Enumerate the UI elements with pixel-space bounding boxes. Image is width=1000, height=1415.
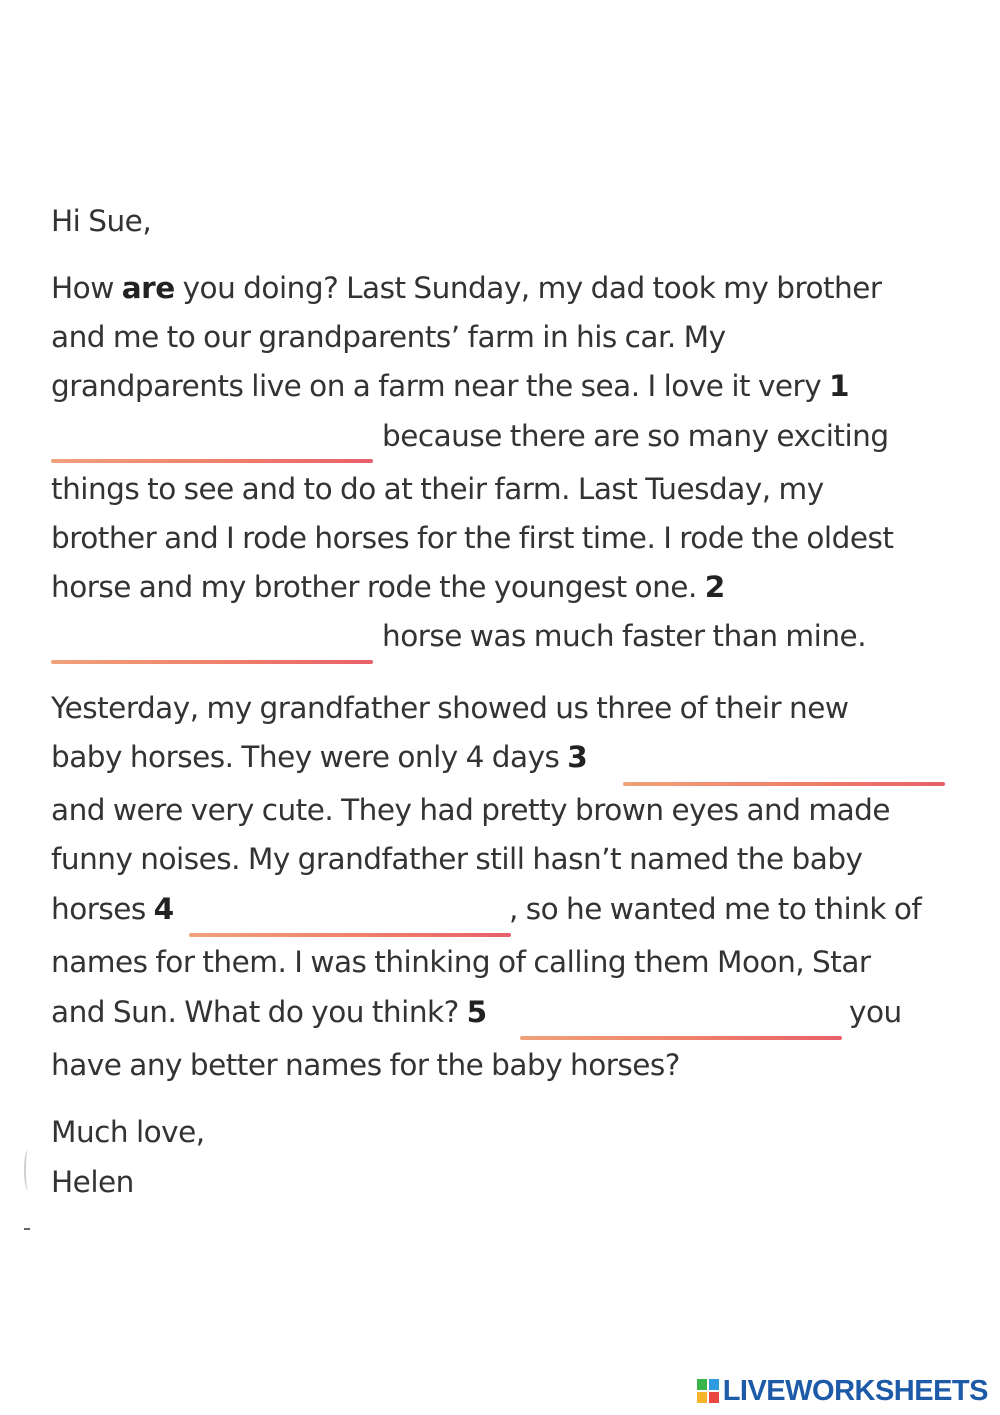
answer-blank-4[interactable] [189,933,511,937]
paragraph-2-line-2: baby horses. They were only 4 days 3 [51,740,588,774]
paragraph-1-line-2: and me to our grandparents’ farm in his car. My [51,320,726,354]
brand-logo [697,1374,988,1408]
paragraph-1-line-3: grandparents live on a farm near the sea. I love it very 1 [51,369,850,403]
margin-mark [24,1150,32,1190]
paragraph-2-line-4: funny noises. My grandfather still hasn’t named the baby [51,842,863,876]
answer-blank-2[interactable] [51,660,373,664]
paragraph-1-line-4: because there are so many exciting [382,419,889,453]
paragraph-2-line-3: and were very cute. They had pretty brown eyes and made [51,793,891,827]
paragraph-2-line-1: Yesterday, my grandfather showed us three of their new [51,691,849,725]
answer-blank-3[interactable] [623,782,945,786]
bold-word: are [121,271,175,305]
liveworksheets-icon [697,1379,719,1403]
margin-dash [24,1228,30,1230]
paragraph-2-line-7: and Sun. What do you think? 5 [51,995,487,1029]
paragraph-1-line-8: horse was much faster than mine. [382,619,867,653]
gap-number-2: 2 [704,570,725,604]
brand-name: LIVEWORKSHEETS [722,1374,988,1407]
greeting: Hi Sue, [51,204,152,238]
paragraph-2-line-7-end: you [849,995,902,1029]
paragraph-1-line-5: things to see and to do at their farm. Last Tuesday, my [51,472,824,506]
paragraph-1-line-6: brother and I rode horses for the first time. I rode the oldest [51,521,894,555]
gap-number-5: 5 [466,995,487,1029]
answer-blank-5[interactable] [520,1036,842,1040]
paragraph-1-line-1: How are you doing? Last Sunday, my dad took my brother [51,271,882,305]
signature: Helen [51,1165,134,1199]
paragraph-2-line-6: names for them. I was thinking of calling them Moon, Star [51,945,871,979]
paragraph-1-line-7: horse and my brother rode the youngest one. 2 [51,570,725,604]
gap-number-1: 1 [829,369,850,403]
answer-blank-1[interactable] [51,459,373,463]
gap-number-4: 4 [153,892,174,926]
paragraph-2-line-8: have any better names for the baby horses? [51,1048,680,1082]
gap-number-3: 3 [567,740,588,774]
paragraph-2-line-5: horses 4 [51,892,174,926]
paragraph-2-line-5-end: , so he wanted me to think of [509,892,922,926]
closing: Much love, [51,1115,205,1149]
